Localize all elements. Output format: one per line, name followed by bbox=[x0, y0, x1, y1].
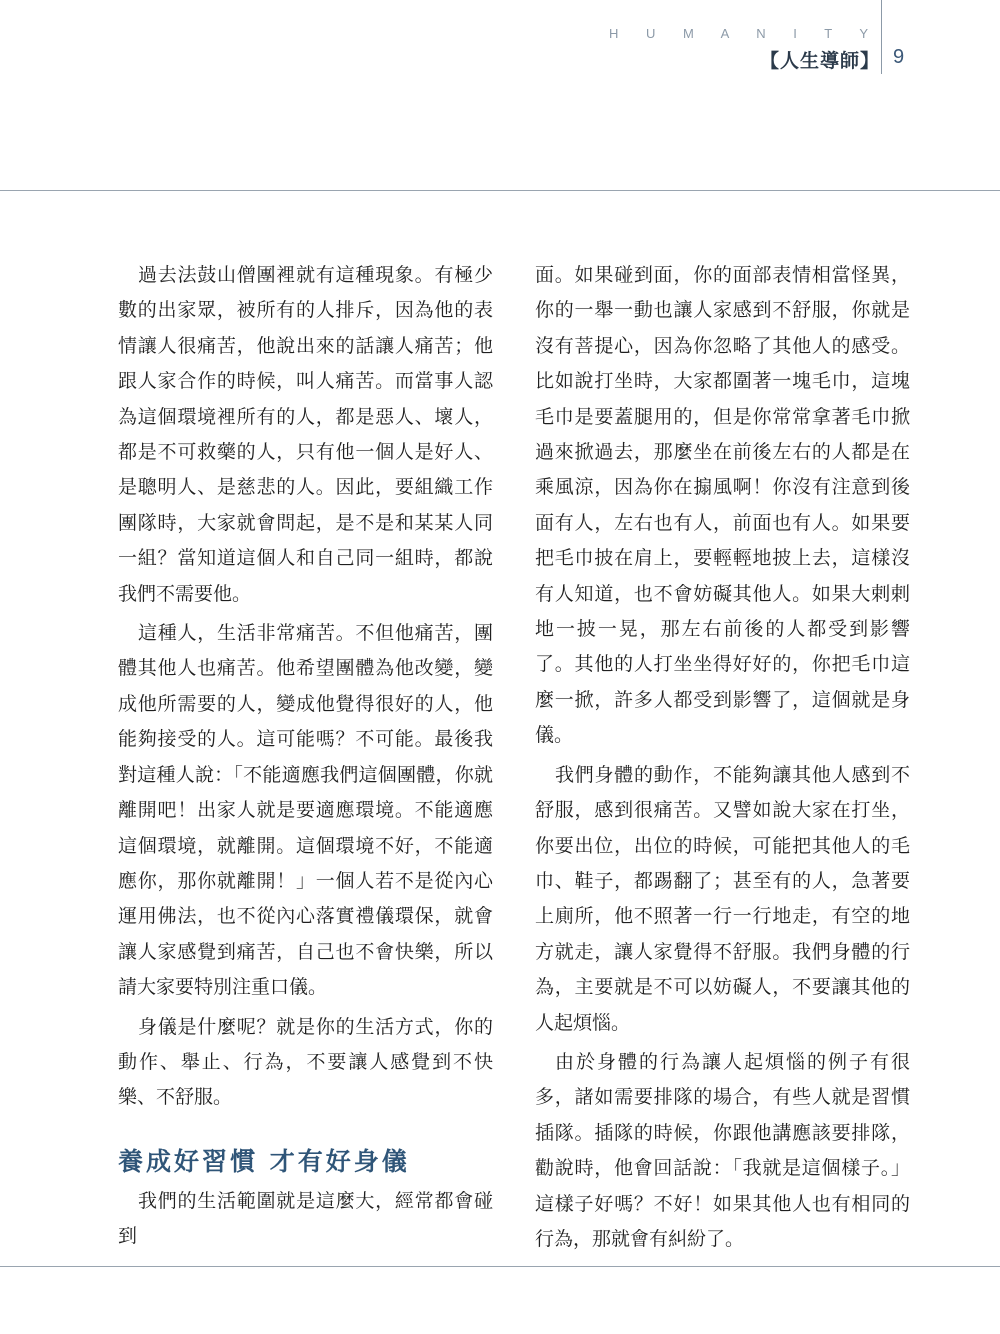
paragraph: 我們身體的動作，不能夠讓其他人感到不舒服，感到很痛苦。又譬如說大家在打坐，你要出位，出位的時候，可能把其他人的毛巾、鞋子，都踢翻了；甚至有的人，急著要上廁所，他不照著一行一行地走，有空的地方就走，讓人家覺得不舒服。我們身體的行為，主要就是不可以妨礙人，不要讓其他的人起煩惱。 bbox=[535, 763, 910, 1034]
page-header bbox=[0, 0, 1000, 190]
section-title: 【人生導師】 bbox=[759, 50, 880, 72]
paragraph: 我們的生活範圍就是這麼大，經常都會碰到 bbox=[118, 1189, 493, 1248]
paragraph: 這種人，生活非常痛苦。不但他痛苦，團體其他人也痛苦。他希望團體為他改變，變成他所需要的人，變成他覺得很好的人，他能夠接受的人。這可能嗎？不可能。最後我對這種人說：「不能適應我們這個團體，你就離開吧！出家人就是要適應環境。不能適應這個環境，就離開。這個環境不好，不能適應你，那你就離開！」一個人若不是從內心運用佛法，也不從內心落實禮儀環保，就會讓人家感覺到痛苦，自己也不會快樂，所以請大家要特別注重口儀。 bbox=[118, 622, 493, 999]
brand-text: H U M A N I T Y bbox=[608, 26, 880, 41]
subheading: 養成好習慣 才有好身儀 bbox=[118, 1146, 410, 1176]
paragraph: 身儀是什麼呢？就是你的生活方式，你的動作、舉止、行為，不要讓人感覺到不快樂、不舒服。 bbox=[118, 1015, 493, 1109]
header-divider bbox=[881, 0, 882, 74]
left-column bbox=[118, 258, 493, 1255]
right-column bbox=[535, 258, 910, 1257]
paragraph: 過去法鼓山僧團裡就有這種現象。有極少數的出家眾，被所有的人排斥，因為他的表情讓人很痛苦，他說出來的話讓人痛苦；他跟人家合作的時候，叫人痛苦。而當事人認為這個環境裡所有的人，都是惡人、壞人，都是不可救藥的人，只有他一個人是好人、是聰明人、是慈悲的人。因此，要組織工作團隊時，大家就會問起，是不是和某某人同一組？當知道這個人和自己同一組時，都說我們不需要他。 bbox=[118, 264, 493, 605]
top-rule bbox=[0, 190, 1000, 191]
bottom-rule bbox=[0, 1266, 1000, 1267]
paragraph: 面。如果碰到面，你的面部表情相當怪異，你的一舉一動也讓人家感到不舒服，你就是沒有菩提心，因為你忽略了其他人的感受。比如說打坐時，大家都圍著一塊毛巾，這塊毛巾是要蓋腿用的，但是你常常拿著毛巾掀過來掀過去，那麼坐在前後左右的人都是在乘風涼，因為你在搧風啊！你沒有注意到後面有人，左右也有人，前面也有人。如果要把毛巾披在肩上，要輕輕地披上去，這樣沒有人知道，也不會妨礙其他人。如果大剌剌地一披一晃，那左右前後的人都受到影響了。其他的人打坐坐得好好的，你把毛巾這麼一掀，許多人都受到影響了，這個就是身儀。 bbox=[535, 264, 910, 747]
paragraph: 由於身體的行為讓人起煩惱的例子有很多，諸如需要排隊的場合，有些人就是習慣插隊。插隊的時候，你跟他講應該要排隊，勸說時，他會回話說：「我就是這個樣子。」這樣子好嗎？不好！如果其他人也有相同的行為，那就會有糾紛了。 bbox=[535, 1050, 910, 1250]
page-number: 9 bbox=[893, 46, 905, 68]
